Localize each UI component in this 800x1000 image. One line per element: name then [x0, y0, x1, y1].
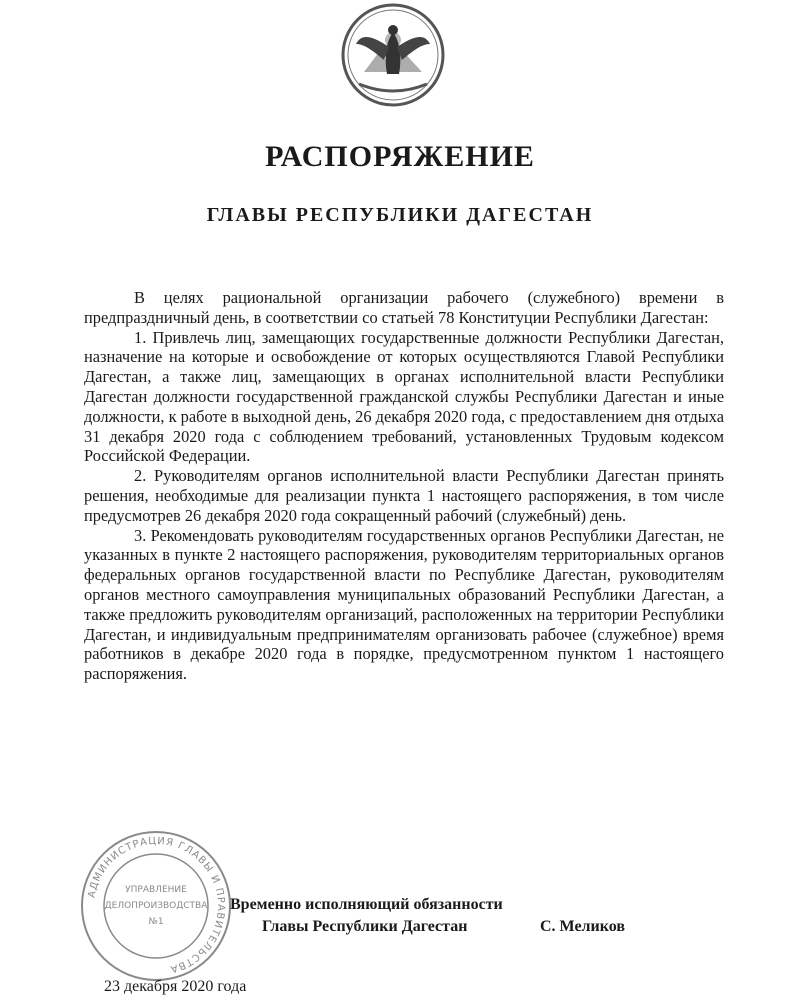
document-title: РАСПОРЯЖЕНИЕ [265, 140, 535, 173]
intro-paragraph: В целях рациональной организации рабочего (служебного) времени в предпраздничный день, в соответствии со статьей 78 Конституции Республики Дагестан: [84, 288, 724, 327]
document-date: 23 декабря 2020 года [104, 978, 247, 995]
document-subtitle: ГЛАВЫ РЕСПУБЛИКИ ДАГЕСТАН [206, 204, 594, 226]
coat-of-arms-emblem [334, 2, 452, 108]
signatory-position-line-2: Главы Республики Дагестан [262, 918, 468, 935]
signatory-position-line-1: Временно исполняющий обязанности [230, 896, 503, 913]
item-paragraph-2: 2. Руководителям органов исполнительной власти Республики Дагестан принять решения, необходимые для реализации пункта 1 настоящего распоряжения, в том числе предусмотрев 26 декабря 2020 года сокращенный рабочий (служебный) день. [84, 466, 724, 525]
signatory-name: С. Меликов [540, 918, 625, 935]
stamp-line-1: УПРАВЛЕНИЕ [125, 885, 187, 895]
official-stamp [76, 826, 236, 986]
item-paragraph-3: 3. Рекомендовать руководителям государственных органов Республики Дагестан, не указанных в пункте 2 настоящего распоряжения, руководителям территориальных органов федеральных органов государственной власти по Республике Дагестан, руководителям органов местного самоуправления муниципальных образований Республики Дагестан, а также предложить руководителям организаций, расположенных на территории Республики Дагестан, и индивидуальным предпринимателям организовать рабочее (служебное) время работников в декабре 2020 года в порядке, предусмотренном пунктом 1 настоящего распоряжения. [84, 525, 724, 684]
stamp-ring-text: АДМИНИСТРАЦИЯ ГЛАВЫ И ПРАВИТЕЛЬСТВА [86, 835, 227, 975]
stamp-line-2: ДЕЛОПРОИЗВОДСТВА [104, 901, 208, 911]
item-paragraph-1: 1. Привлечь лиц, замещающих государственные должности Республики Дагестан, назначение на которые и освобождение от которых осуществляются Главой Республики Дагестан, а также лиц, замещающих в органах исполнительной власти Республики Дагестан должности государственной гражданской службы Республики Дагестан и иные должности, к работе в выходной день, 26 декабря 2020 года, с предоставлением дня отдыха 31 декабря 2020 года с соблюдением требований, установленных Трудовым кодексом Российской Федерации. [84, 327, 724, 466]
document-body [84, 288, 724, 684]
stamp-line-3: №1 [148, 917, 164, 927]
